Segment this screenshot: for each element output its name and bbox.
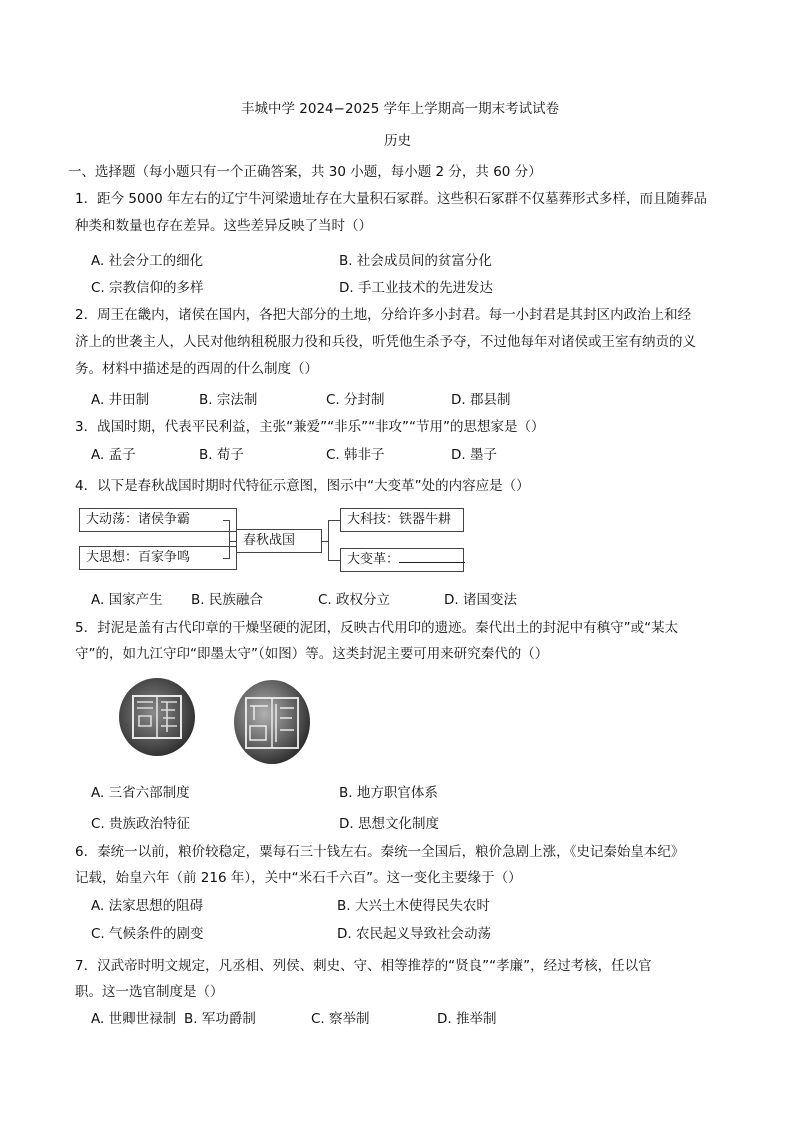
question-2-line-2: 济上的世袭主人，人民对他纳租税服力役和兵役，听凭他生杀予夺，不过他每年对诸侯或王室有纳贡的义 <box>75 334 696 350</box>
question-4-line-1: 4．以下是春秋战国时期时代特征示意图，图示中“大变革”处的内容应是（） <box>75 478 530 494</box>
q7-option-b[interactable]: B. 军功爵制 <box>184 1011 256 1027</box>
connector <box>328 560 340 561</box>
q2-option-a[interactable]: A. 井田制 <box>91 392 150 408</box>
q7-option-a[interactable]: A. 世卿世禄制 <box>91 1011 177 1027</box>
q1-option-b[interactable]: B. 社会成员间的贫富分化 <box>339 253 492 269</box>
question-6-line-2: 记载，始皇六年（前 216 年），关中“米石千六百”。这一变化主要缘于（） <box>75 870 522 886</box>
connector <box>328 520 329 561</box>
q4-option-d[interactable]: D. 诸国变法 <box>444 592 517 608</box>
subject-title: 历史 <box>384 133 411 149</box>
diagram-box-left-top: 大动荡：诸侯争霸 <box>79 508 237 532</box>
connector <box>229 541 236 542</box>
connector <box>328 520 340 521</box>
q6-option-d[interactable]: D. 农民起义导致社会动荡 <box>337 926 491 942</box>
q2-option-d[interactable]: D. 郡县制 <box>451 392 511 408</box>
question-2-line-3: 务。材料中描述是的西周的什么制度（） <box>75 361 318 377</box>
q4-option-a[interactable]: A. 国家产生 <box>91 592 163 608</box>
connector <box>321 541 328 542</box>
question-7-line-1: 7．汉武帝时明文规定，凡丞相、列侯、刺史、守、相等推荐的“贤良”“孝廉”，经过考核，任以官 <box>75 958 652 974</box>
q6-option-c[interactable]: C. 气候条件的剧变 <box>91 926 204 942</box>
q3-option-d[interactable]: D. 墨子 <box>451 447 497 463</box>
q1-option-c[interactable]: C. 宗教信仰的多样 <box>91 280 204 296</box>
q7-option-c[interactable]: C. 察举制 <box>311 1011 370 1027</box>
q7-option-d[interactable]: D. 推举制 <box>437 1011 497 1027</box>
q5-option-b[interactable]: B. 地方职官体系 <box>339 785 438 801</box>
q1-option-d[interactable]: D. 手工业技术的先进发达 <box>339 280 493 296</box>
diagram-box-left-bottom: 大思想：百家争鸣 <box>79 546 237 570</box>
question-7-line-2: 职。这一选官制度是（） <box>75 984 224 1000</box>
exam-title: 丰城中学 2024−2025 学年上学期高一期末考试试卷 <box>241 101 560 117</box>
question-3-line-1: 3．战国时期，代表平民利益，主张“兼爱”“非乐”“非攻”“节用”的思想家是（） <box>75 419 545 435</box>
seal-image-2 <box>232 678 312 766</box>
q4-option-c[interactable]: C. 政权分立 <box>318 592 391 608</box>
q6-option-b[interactable]: B. 大兴土木使得民失农时 <box>337 898 490 914</box>
question-2-line-1: 2．周王在畿内，诸侯在国内，各把大部分的土地，分给许多小封君。每一小封君是其封区内政治上和经 <box>75 307 692 323</box>
q5-option-d[interactable]: D. 思想文化制度 <box>339 816 439 832</box>
q3-option-a[interactable]: A. 孟子 <box>91 447 136 463</box>
diagram-box-right-bottom <box>340 548 464 572</box>
q4-option-b[interactable]: B. 民族融合 <box>191 592 263 608</box>
question-1-line-2: 种类和数量也存在差异。这些差异反映了当时（） <box>75 218 372 234</box>
seal-image-1 <box>117 676 197 758</box>
diagram-box-center: 春秋战国 <box>236 529 322 553</box>
question-5-line-2: 守”的，如九江守印“即墨太守”（如图）等。这类封泥主要可用来研究秦代的（） <box>75 646 549 662</box>
answer-blank <box>399 550 465 563</box>
q5-option-a[interactable]: A. 三省六部制度 <box>91 785 190 801</box>
q2-option-c[interactable]: C. 分封制 <box>326 392 385 408</box>
q1-option-a[interactable]: A. 社会分工的细化 <box>91 253 204 269</box>
question-1-line-1: 1．距今 5000 年左右的辽宁牛河梁遗址存在大量积石冢群。这些积石冢群不仅墓葬形式多样，而且随葬品 <box>75 191 708 207</box>
section-heading: 一、选择题（每小题只有一个正确答案，共 30 小题，每小题 2 分，共 60 分） <box>68 164 542 180</box>
diagram-box-right-top: 大科技：铁器牛耕 <box>340 508 464 532</box>
question-6-line-1: 6．秦统一以前，粮价较稳定，粟每石三十钱左右。秦统一全国后，粮价急剧上涨，《史记秦始皇本纪》 <box>75 844 685 860</box>
q6-option-a[interactable]: A. 法家思想的阻碍 <box>91 898 204 914</box>
diagram-right-bottom-label: 大变革： <box>347 552 400 567</box>
q3-option-c[interactable]: C. 韩非子 <box>326 447 385 463</box>
q3-option-b[interactable]: B. 荀子 <box>199 447 244 463</box>
connector <box>229 520 230 559</box>
question-5-line-1: 5．封泥是盖有古代印章的干燥坚硬的泥团，反映古代用印的遗迹。秦代出土的封泥中有稹守”或“某太 <box>75 620 679 636</box>
q5-option-c[interactable]: C. 贵族政治特征 <box>91 816 191 832</box>
q2-option-b[interactable]: B. 宗法制 <box>199 392 258 408</box>
